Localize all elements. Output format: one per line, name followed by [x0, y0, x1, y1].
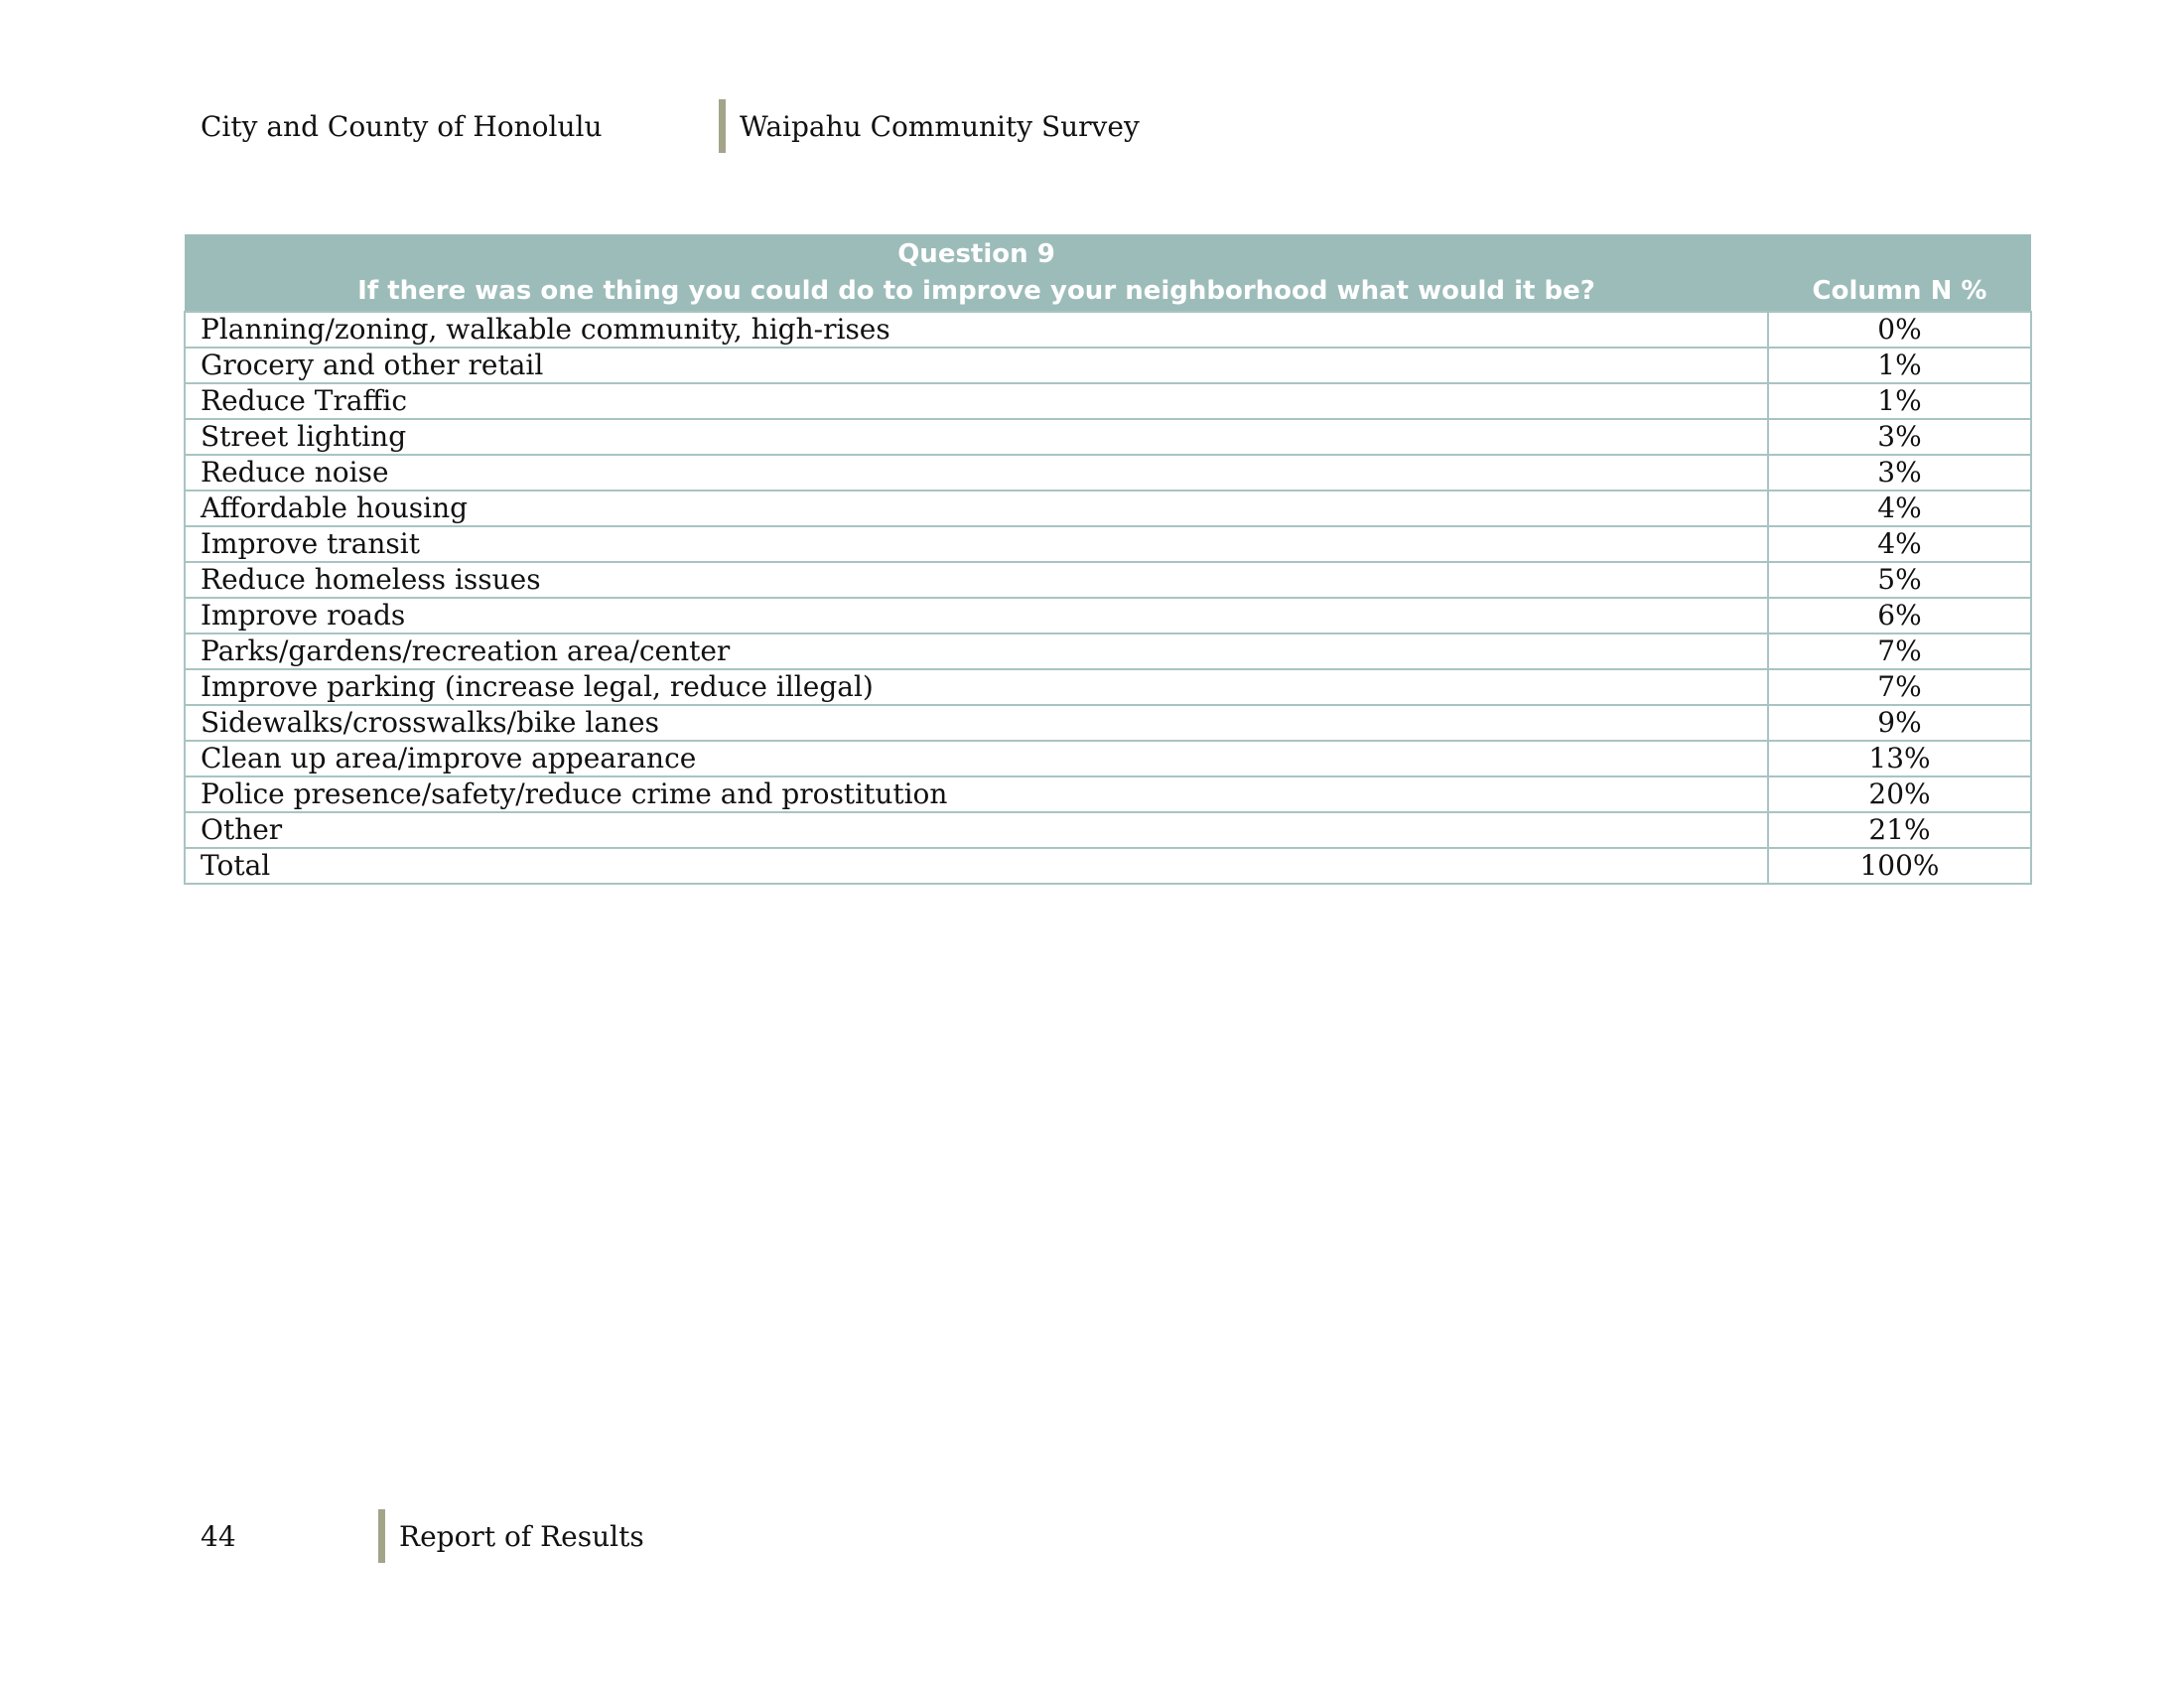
organization-name: City and County of Honolulu — [201, 110, 603, 143]
table-row — [185, 776, 2031, 812]
table-row — [185, 848, 2031, 884]
row-label: Improve roads — [185, 598, 1768, 633]
page-number: 44 — [201, 1520, 236, 1553]
row-percentage: 9% — [1768, 705, 2031, 741]
table-row — [185, 633, 2031, 669]
row-label: Affordable housing — [185, 491, 1768, 526]
row-label: Grocery and other retail — [185, 348, 1768, 383]
row-label: Planning/zoning, walkable community, high-rises — [185, 312, 1768, 348]
row-percentage: 3% — [1768, 455, 2031, 491]
row-percentage: 21% — [1768, 812, 2031, 848]
table-body — [185, 312, 2031, 884]
row-label: Police presence/safety/reduce crime and prostitution — [185, 776, 1768, 812]
row-label: Total — [185, 848, 1768, 884]
table-row — [185, 312, 2031, 348]
row-label: Reduce Traffic — [185, 383, 1768, 419]
question-number: Question 9 — [897, 239, 1055, 269]
survey-results-table — [184, 234, 2032, 885]
table-row — [185, 669, 2031, 705]
table-row — [185, 598, 2031, 633]
table-header-row — [185, 234, 2031, 312]
question-header-cell — [185, 234, 1768, 312]
row-percentage: 5% — [1768, 562, 2031, 598]
row-label: Reduce homeless issues — [185, 562, 1768, 598]
header-divider — [719, 99, 726, 153]
table-row — [185, 455, 2031, 491]
row-label: Improve transit — [185, 526, 1768, 562]
table-row — [185, 526, 2031, 562]
row-percentage: 4% — [1768, 491, 2031, 526]
table-row — [185, 491, 2031, 526]
question-text: If there was one thing you could do to improve your neighborhood what would it be? — [357, 276, 1595, 306]
row-label: Improve parking (increase legal, reduce illegal) — [185, 669, 1768, 705]
row-label: Clean up area/improve appearance — [185, 741, 1768, 776]
row-label: Street lighting — [185, 419, 1768, 455]
row-percentage: 3% — [1768, 419, 2031, 455]
row-percentage: 4% — [1768, 526, 2031, 562]
value-column-header: Column N % — [1768, 234, 2031, 312]
footer-section-title: Report of Results — [399, 1520, 644, 1553]
row-percentage: 20% — [1768, 776, 2031, 812]
table-row — [185, 741, 2031, 776]
row-percentage: 7% — [1768, 633, 2031, 669]
table-row — [185, 705, 2031, 741]
row-percentage: 0% — [1768, 312, 2031, 348]
row-percentage: 13% — [1768, 741, 2031, 776]
footer-divider — [378, 1509, 385, 1563]
row-percentage: 6% — [1768, 598, 2031, 633]
document-title: Waipahu Community Survey — [740, 110, 1140, 143]
table-row — [185, 562, 2031, 598]
row-label: Other — [185, 812, 1768, 848]
page-header — [0, 0, 2184, 159]
table-header — [185, 234, 2031, 312]
row-percentage: 1% — [1768, 348, 2031, 383]
row-label: Sidewalks/crosswalks/bike lanes — [185, 705, 1768, 741]
table-row — [185, 812, 2031, 848]
row-label: Parks/gardens/recreation area/center — [185, 633, 1768, 669]
row-percentage: 100% — [1768, 848, 2031, 884]
table-row — [185, 383, 2031, 419]
table-row — [185, 419, 2031, 455]
row-percentage: 7% — [1768, 669, 2031, 705]
row-percentage: 1% — [1768, 383, 2031, 419]
table-row — [185, 348, 2031, 383]
row-label: Reduce noise — [185, 455, 1768, 491]
